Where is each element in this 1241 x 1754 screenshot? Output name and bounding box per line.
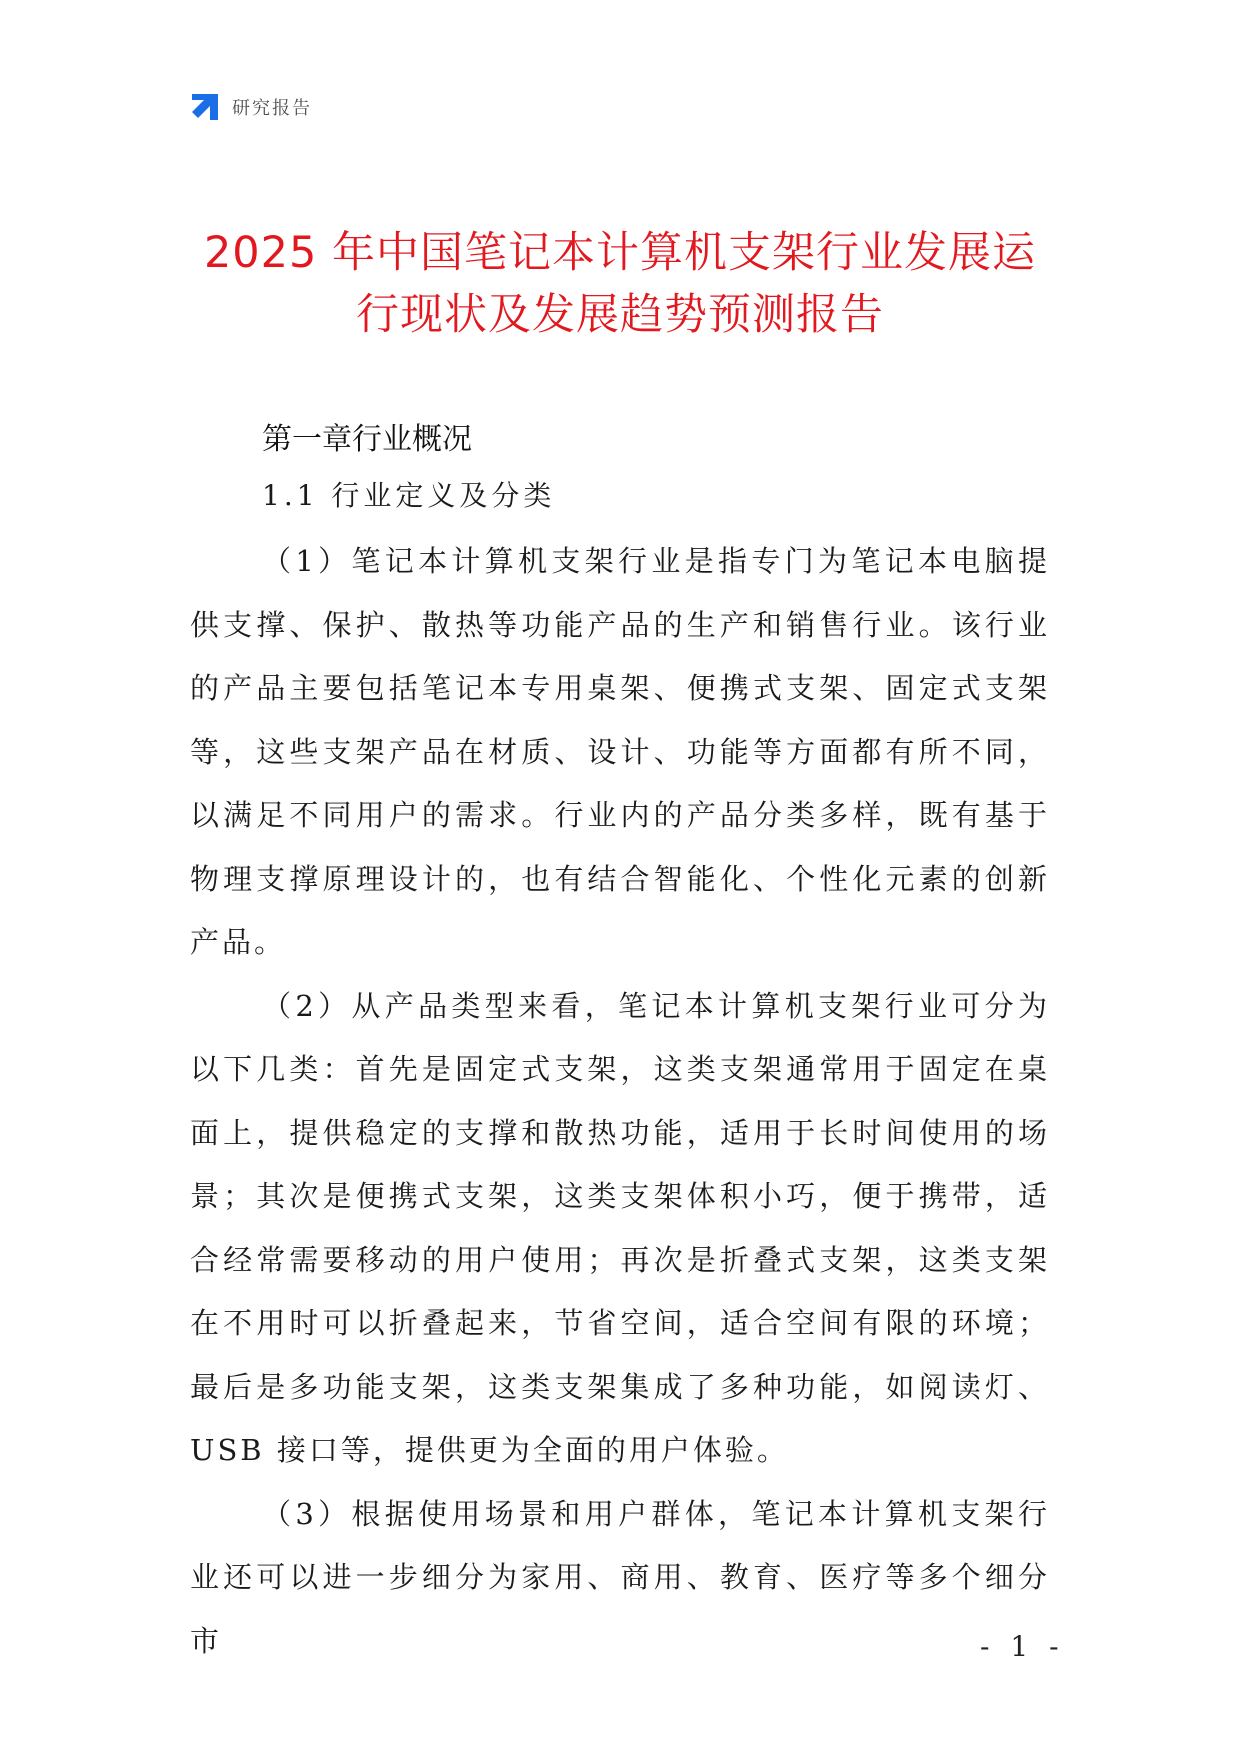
paragraph: （2）从产品类型来看，笔记本计算机支架行业可分为以下几类：首先是固定式支架，这类支架通常用于固定在桌面上，提供稳定的支撑和散热功能，适用于长时间使用的场景；其次是便携式支架，这类支架体积小巧，便于携带，适合经常需要移动的用户使用；再次是折叠式支架，这类支架在不用时可以折叠起来，节省空间，适合空间有限的环境；最后是多功能支架，这类支架集成了多种功能，如阅读灯、USB 接口等，提供更为全面的用户体验。 [190,988,1050,1467]
title-line-2: 行现状及发展趋势预测报告 [356,290,884,340]
page-number: - 1 - [980,1630,1065,1663]
arrow-logo-icon [190,92,220,122]
document-body [190,418,1050,1673]
title-line-1: 2025 年中国笔记本计算机支架行业发展运 [203,228,1037,278]
paragraph: （1）笔记本计算机支架行业是指专门为笔记本电脑提供支撑、保护、散热等功能产品的生产和销售行业。该行业的产品主要包括笔记本专用桌架、便携式支架、固定式支架等，这些支架产品在材质、设计、功能等方面都有所不同，以满足不同用户的需求。行业内的产品分类多样，既有基于物理支撑原理设计的，也有结合智能化、个性化元素的创新产品。 [190,544,1050,959]
paragraph: （3）根据使用场景和用户群体，笔记本计算机支架行业还可以进一步细分为家用、商用、教育、医疗等多个细分市 [190,1496,1050,1658]
report-title [190,222,1050,346]
section-heading: 1.1 行业定义及分类 [262,479,556,512]
report-header [190,90,312,124]
header-label: 研究报告 [232,98,312,119]
chapter-heading: 第一章行业概况 [262,422,472,457]
